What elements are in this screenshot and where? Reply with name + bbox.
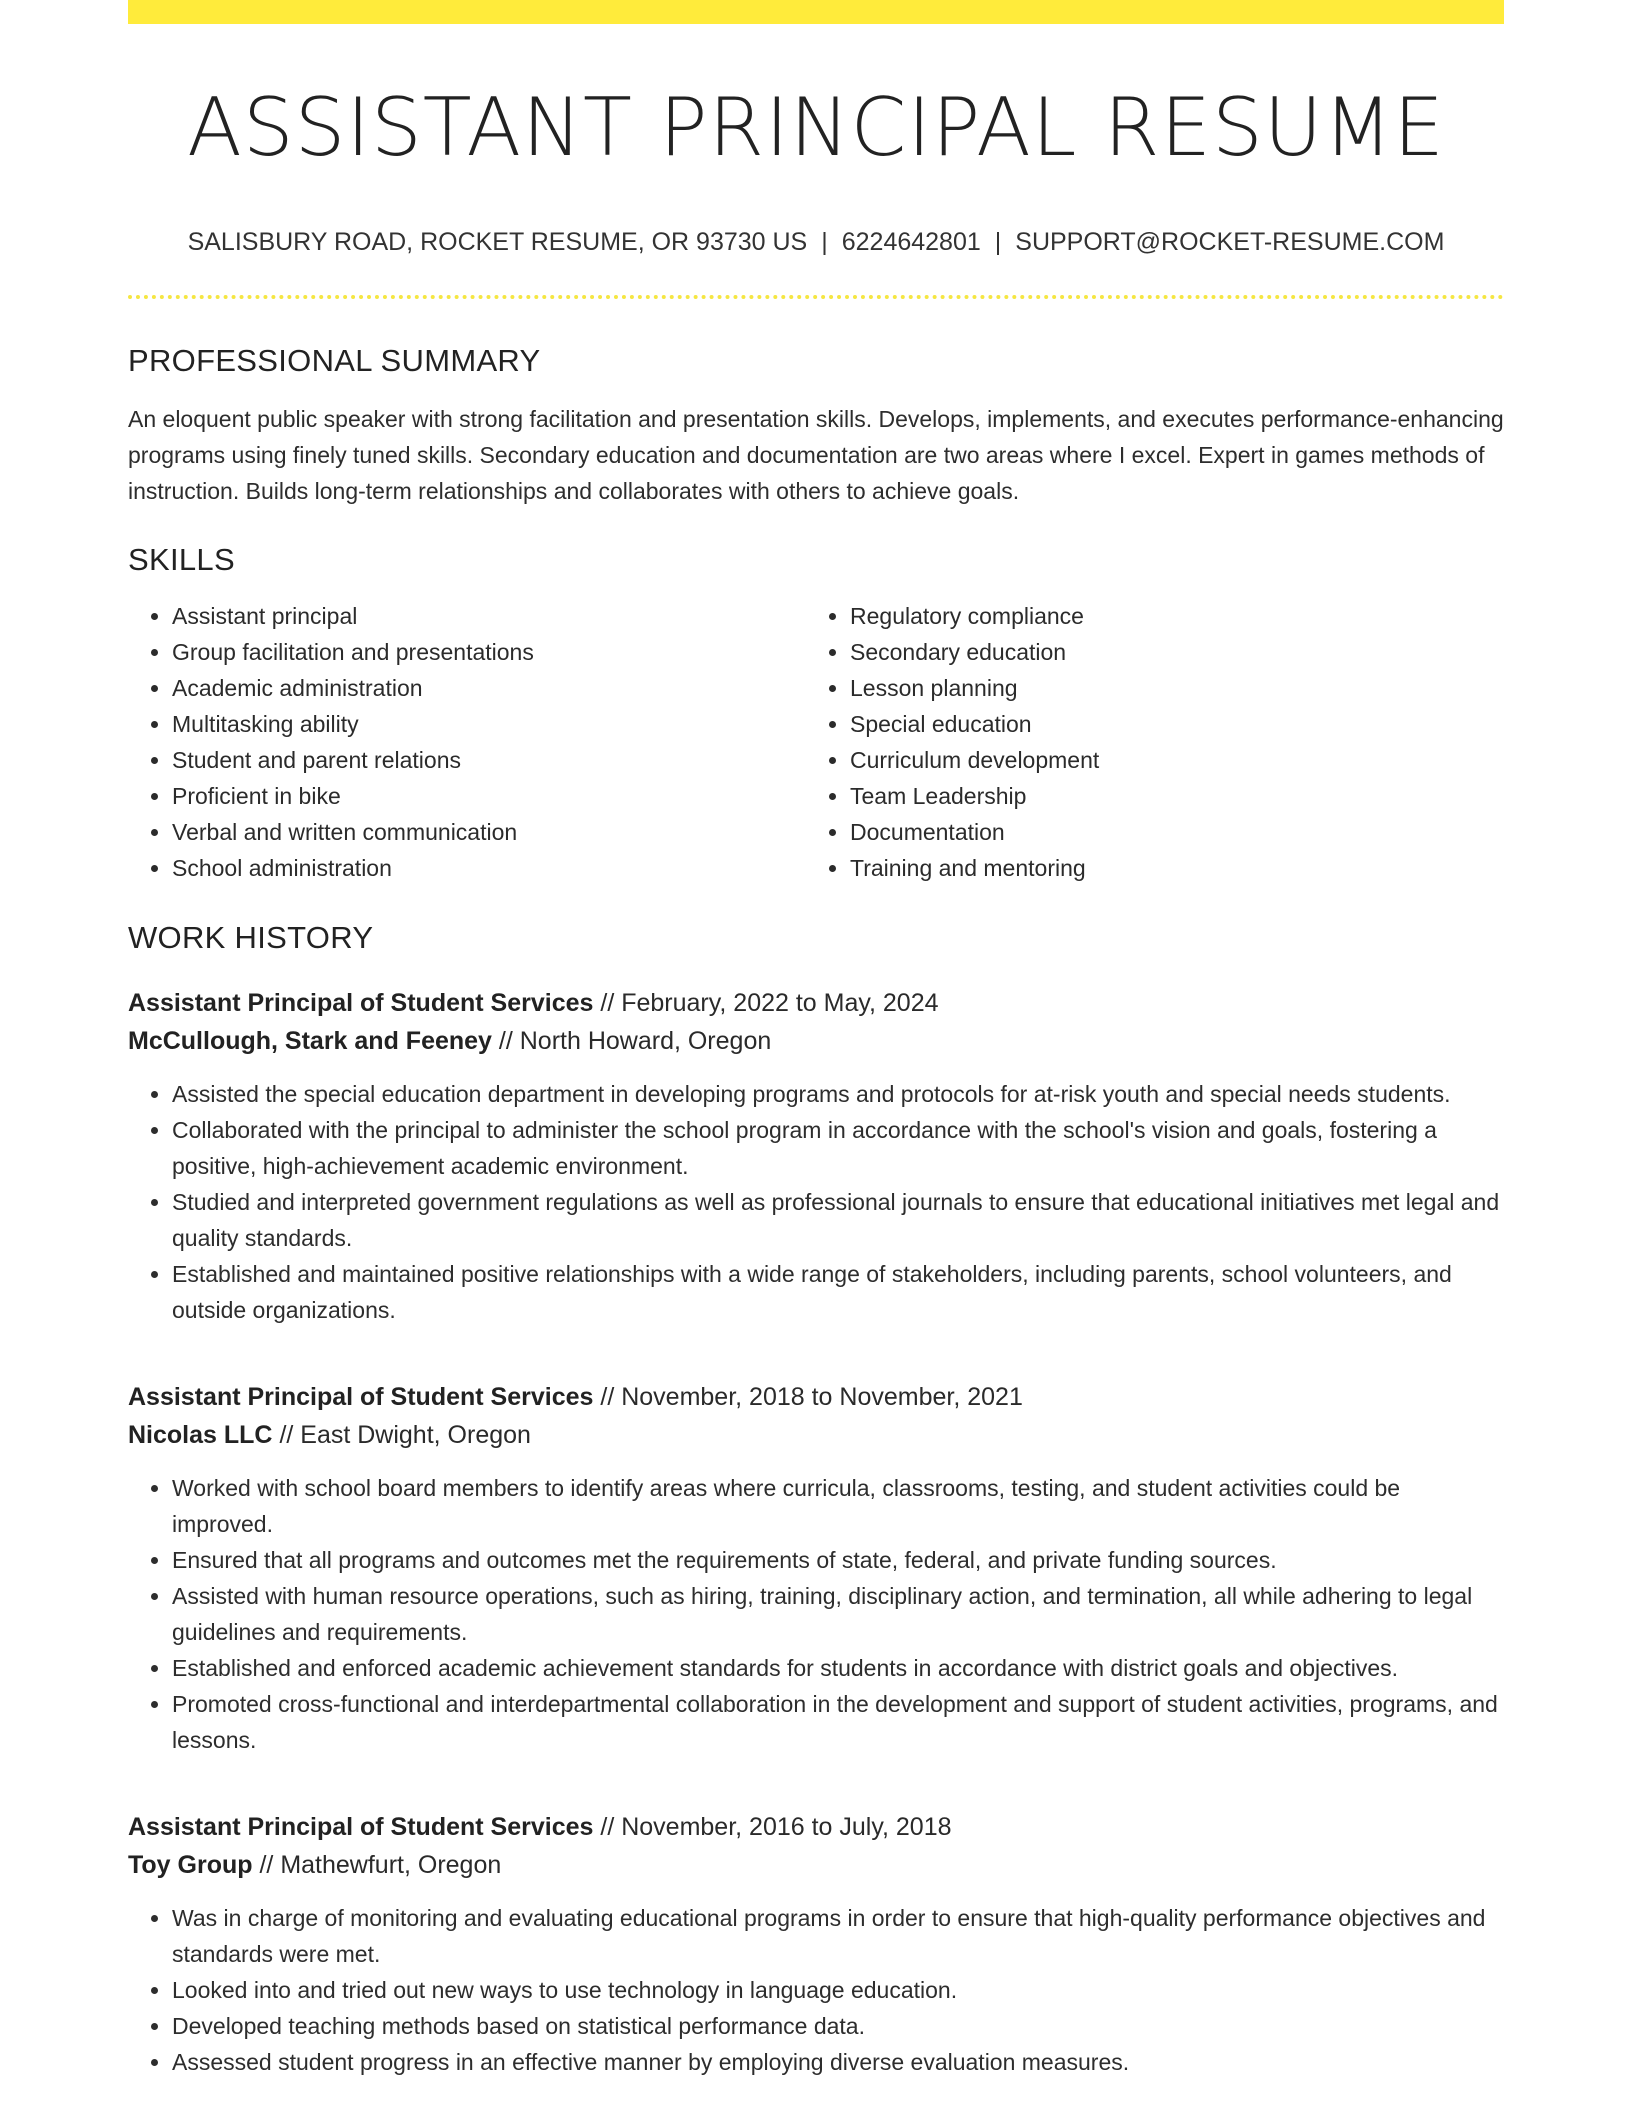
job-bullet: • Ensured that all programs and outcomes met the requirements of state, federal, and private funding sources. [172,1542,1504,1578]
skills-heading: SKILLS [128,542,235,577]
job-bullet: • Looked into and tried out new ways to use technology in language education. [172,1972,1504,2008]
job-bullet: • Established and maintained positive relationships with a wide range of stakeholders, including parents, school volunteers, and outside organizations. [172,1256,1504,1328]
skills-column-left [128,598,806,886]
skill-item: • Training and mentoring [850,850,1484,886]
resume-title: ASSISTANT PRINCIPAL RESUME [187,81,1445,174]
skill-item: • Group facilitation and presentations [172,634,806,670]
contact-separator: | [994,228,1002,256]
job-title-line [128,984,1504,1022]
contact-address: SALISBURY ROAD, ROCKET RESUME, OR 93730 US [187,228,808,256]
job-company-line [128,1022,1504,1060]
job-bullet: • Studied and interpreted government regulations as well as professional journals to ensure that educational initiatives met legal and quality standards. [172,1184,1504,1256]
skill-item: • Regulatory compliance [850,598,1484,634]
job-bullet: • Worked with school board members to identify areas where curricula, classrooms, testing, and student activities could be improved. [172,1470,1504,1542]
job-entry [128,1378,1504,1758]
contact-phone: 6224642801 [841,228,981,256]
accent-top-bar [128,0,1504,24]
job-company-line [128,1416,1504,1454]
work-history-list [128,984,1504,2080]
job-dates: // November, 2018 to November, 2021 [600,1383,1023,1411]
skill-item: • Assistant principal [172,598,806,634]
job-entry [128,984,1504,1328]
contact-email: SUPPORT@ROCKET-RESUME.COM [1015,228,1445,256]
job-bullet: • Established and enforced academic achievement standards for students in accordance with district goals and objectives. [172,1650,1504,1686]
skill-item: • Verbal and written communication [172,814,806,850]
header-divider [128,295,1504,299]
job-company: Toy Group [128,1851,253,1879]
job-bullet: • Developed teaching methods based on statistical performance data. [172,2008,1504,2044]
job-bullet: • Collaborated with the principal to administer the school program in accordance with the school's vision and goals, fostering a positive, high-achievement academic environment. [172,1112,1504,1184]
skill-item: • School administration [172,850,806,886]
skill-item: • Secondary education [850,634,1484,670]
skills-column-right [806,598,1484,886]
job-bullet: • Assisted the special education department in developing programs and protocols for at-risk youth and special needs students. [172,1076,1504,1112]
job-bullet: • Promoted cross-functional and interdepartmental collaboration in the development and support of student activities, programs, and lessons. [172,1686,1504,1758]
work-history-heading: WORK HISTORY [128,920,374,955]
job-company: McCullough, Stark and Feeney [128,1027,492,1055]
skill-item: • Team Leadership [850,778,1484,814]
skill-item: • Proficient in bike [172,778,806,814]
job-bullet: • Was in charge of monitoring and evaluating educational programs in order to ensure that high-quality performance objectives and standards were met. [172,1900,1504,1972]
job-company: Nicolas LLC [128,1421,273,1449]
job-dates: // February, 2022 to May, 2024 [600,989,939,1017]
job-location: // Mathewfurt, Oregon [259,1851,502,1879]
job-bullets [128,1900,1504,2080]
skill-item: • Special education [850,706,1484,742]
skill-item: • Academic administration [172,670,806,706]
job-title: Assistant Principal of Student Services [128,989,594,1017]
skill-item: • Curriculum development [850,742,1484,778]
summary-heading: PROFESSIONAL SUMMARY [128,343,541,378]
job-title-line [128,1808,1504,1846]
job-bullet: • Assisted with human resource operations, such as hiring, training, disciplinary action, and termination, all while adhering to legal guidelines and requirements. [172,1578,1504,1650]
skill-item: • Student and parent relations [172,742,806,778]
contact-line [128,228,1504,257]
job-title: Assistant Principal of Student Services [128,1383,594,1411]
job-company-line [128,1846,1504,1884]
summary-text: An eloquent public speaker with strong facilitation and presentation skills. Develops, implements, and executes performance-enhancing programs using finely tuned skills. Secondary education and documentation are two areas where I excel. Expert in games methods of instruction. Builds long-term relationships and collaborates with others to achieve goals. [128,406,1504,504]
job-title-line [128,1378,1504,1416]
job-bullets [128,1470,1504,1758]
skill-item: • Documentation [850,814,1484,850]
contact-separator: | [821,228,828,256]
job-bullet: • Assessed student progress in an effective manner by employing diverse evaluation measures. [172,2044,1504,2080]
job-title: Assistant Principal of Student Services [128,1813,594,1841]
job-location: // North Howard, Oregon [498,1027,772,1055]
skills-list [128,598,1504,886]
resume-page [128,0,1504,2080]
job-location: // East Dwight, Oregon [279,1421,531,1449]
job-entry [128,1808,1504,2080]
job-dates: // November, 2016 to July, 2018 [600,1813,952,1841]
skill-item: • Lesson planning [850,670,1484,706]
skill-item: • Multitasking ability [172,706,806,742]
job-bullets [128,1076,1504,1328]
